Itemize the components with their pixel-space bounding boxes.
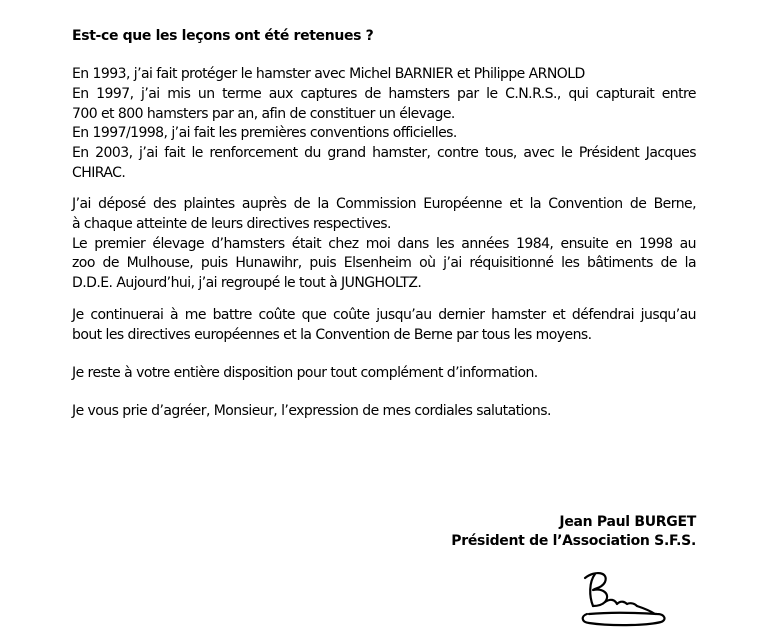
text-line: 700 et 800 hamsters par an, afin de constituer un élevage. xyxy=(72,105,455,122)
text-line: En 1997, j’ai mis un terme aux captures de hamsters par le C.N.R.S., qui capturait entre xyxy=(72,85,696,102)
text-line: à chaque atteinte de leurs directives respectives. xyxy=(72,215,391,232)
letter-heading: Est-ce que les leçons ont été retenues ? xyxy=(72,28,374,44)
text-line: Je vous prie d’agréer, Monsieur, l’expression de mes cordiales salutations. xyxy=(72,403,551,419)
text-line: J’ai déposé des plaintes auprès de la Commission Européenne et la Convention de Berne, xyxy=(72,196,696,212)
text-line: Le premier élevage d’hamsters était chez moi dans les années 1984, ensuite en 1998 au xyxy=(72,235,696,252)
text-line: En 1997/1998, j’ai fait les premières conventions officielles. xyxy=(72,125,457,142)
paragraph-availability xyxy=(72,364,696,384)
text-line: zoo de Mulhouse, puis Hunawihr, puis Elsenheim où j’ai réquisitionné les bâtiments de la xyxy=(72,255,696,272)
paragraph-commitment xyxy=(72,306,696,346)
text-line: En 2003, j’ai fait le renforcement du grand hamster, contre tous, avec le Président Jacques xyxy=(72,145,696,162)
paragraph-history xyxy=(72,65,696,184)
handwritten-signature-icon xyxy=(575,568,670,630)
text-line: D.D.E. Aujourd’hui, j’ai regroupé le tout à JUNGHOLTZ. xyxy=(72,275,422,292)
text-line: CHIRAC. xyxy=(72,164,126,181)
text-line: Je reste à votre entière disposition pour tout complément d’information. xyxy=(72,365,538,381)
text-line: Je continuerai à me battre coûte que coûte jusqu’au dernier hamster et défendrai jusqu’au xyxy=(72,307,696,323)
paragraph-closing xyxy=(72,402,696,422)
paragraph-complaints xyxy=(72,195,696,294)
text-line: bout les directives européennes et la Convention de Berne par tous les moyens. xyxy=(72,326,592,343)
signatory-name: Jean Paul BURGET xyxy=(559,514,696,530)
text-line: En 1993, j’ai fait protéger le hamster avec Michel BARNIER et Philippe ARNOLD xyxy=(72,66,585,82)
signatory-role: Président de l’Association S.F.S. xyxy=(451,533,696,549)
